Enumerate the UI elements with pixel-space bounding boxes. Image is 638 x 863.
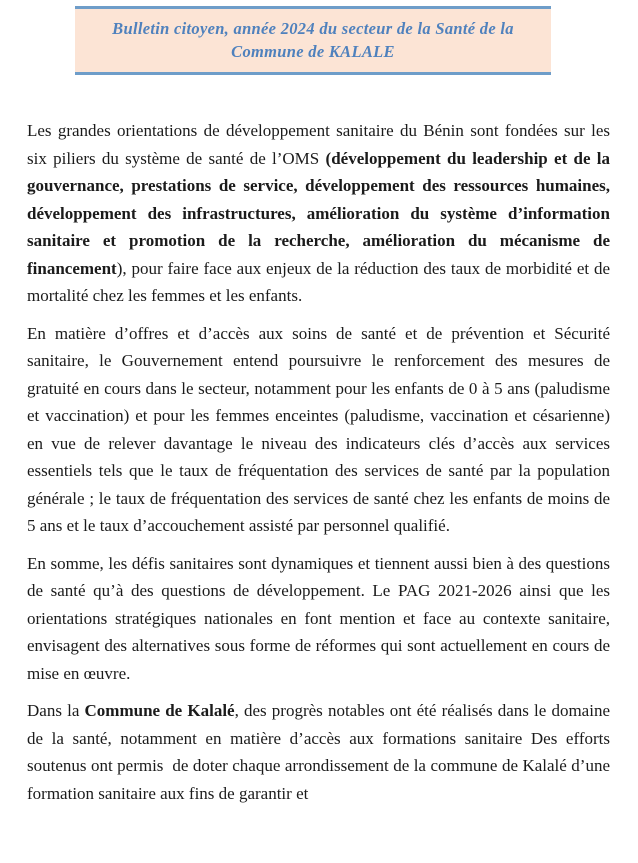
paragraph [27, 697, 610, 807]
text-run: Les grandes orientations de développement sanitaire du Bénin sont fondées sur les six piliers du système de santé de l’OMS [27, 121, 610, 168]
document-page [0, 6, 638, 863]
banner-title-line-2: Commune de KALALE [231, 42, 395, 61]
page [0, 6, 638, 863]
text-run: , des progrès notables ont été réalisés dans le domaine de la santé, notamment en matière d’accès aux formations sanitaire Des efforts soutenus ont permis de doter chaque arrondissement de la commune de Kalalé d’une formation sanitaire aux fins de garantir et [27, 701, 610, 803]
paragraph [27, 320, 610, 540]
document-body [0, 75, 638, 807]
text-run: En somme, les défis sanitaires sont dynamiques et tiennent aussi bien à des questions de santé qu’à des questions de développement. Le PAG 2021-2026 ainsi que les orientations stratégiques nationales en font mention et face au contexte sanitaire, envisagent des alternatives sous forme de réformes qui sont actuellement en cours de mise en œuvre. [27, 553, 610, 683]
paragraph [27, 117, 610, 310]
text-run: En matière d’offres et d’accès aux soins de santé et de prévention et Sécurité sanitaire, le Gouvernement entend poursuivre le renforcement des mesures de gratuité en cours dans le secteur, notamment pour les enfants de 0 à 5 ans (paludisme et vaccination) et pour les femmes enceintes (paludisme, vaccination et césarienne) en vue de relever davantage le niveau des indicateurs clés d’accès aux services essentiels tels que le taux de fréquentation des services de santé par la population générale ; le taux de fréquentation des services de santé chez les enfants de moins de 5 ans et le taux d’accouchement assisté par personnel qualifié. [27, 323, 610, 535]
banner-title-line-1: Bulletin citoyen, année 2024 du secteur de la Santé de la [112, 19, 514, 38]
title-banner [75, 6, 551, 75]
bold-text-run: (développement du leadership et de la gouvernance, prestations de service, développement des ressources humaines, développement des infrastructures, amélioration du système d’information sanitaire et promotion de la recherche, amélioration du mécanisme de financement [27, 148, 610, 278]
bold-text-run: Commune de Kalalé [84, 701, 235, 720]
paragraph [27, 550, 610, 688]
text-run: Dans la [27, 701, 85, 720]
text-run: ), pour faire face aux enjeux de la réduction des taux de morbidité et de mortalité chez les femmes et les enfants. [27, 258, 610, 305]
